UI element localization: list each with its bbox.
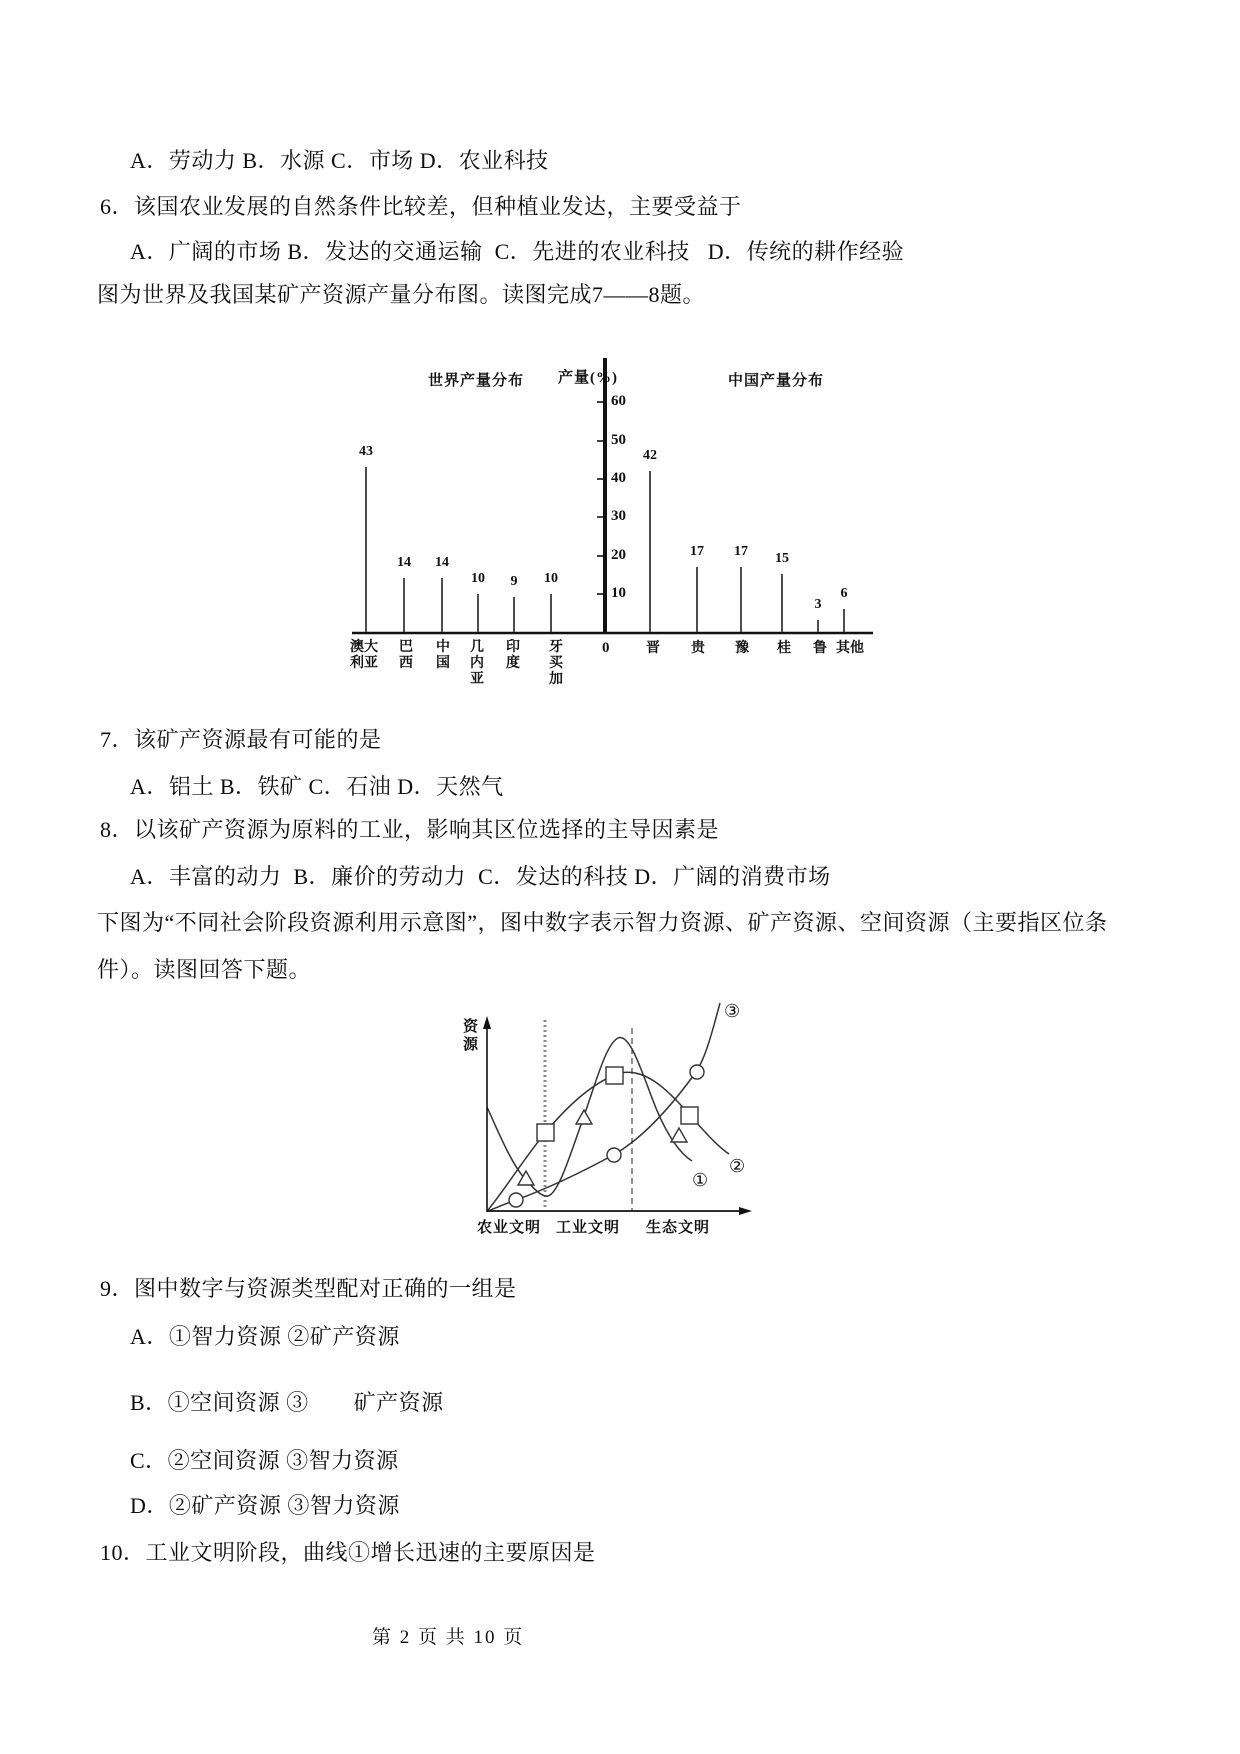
value-label: 14 bbox=[397, 555, 411, 570]
category-gui: 贵 bbox=[691, 641, 705, 656]
category-brazil: 巴西 bbox=[399, 640, 413, 672]
y-tick-50: 50 bbox=[611, 432, 626, 448]
category-guangxi: 桂 bbox=[777, 641, 791, 656]
q9-option-b: B．①空间资源 ③ 矿产资源 bbox=[130, 1390, 444, 1415]
stage-industrial: 工业文明 bbox=[556, 1220, 621, 1236]
curve-label-3: ③ bbox=[724, 1001, 741, 1021]
curve-label-2: ② bbox=[729, 1156, 746, 1176]
chart1-intro: 图为世界及我国某矿产资源产量分布图。读图完成7——8题。 bbox=[97, 282, 706, 307]
circle-marker bbox=[690, 1065, 704, 1079]
chart2-intro-line2: 件）。读图回答下题。 bbox=[97, 957, 312, 982]
value-label: 17 bbox=[734, 544, 748, 559]
value-label: 10 bbox=[471, 571, 485, 586]
category-jamaica: 牙买加 bbox=[549, 640, 563, 688]
value-label: 3 bbox=[814, 597, 822, 612]
square-markers bbox=[537, 1067, 698, 1141]
curve-1-spatial bbox=[487, 1037, 692, 1196]
q5-options-line: A．劳动力 B．水源 C．市场 D．农业科技 bbox=[130, 148, 549, 173]
square-marker bbox=[537, 1124, 554, 1141]
category-other: 其他 bbox=[836, 641, 864, 656]
triangle-marker bbox=[671, 1128, 687, 1142]
triangle-marker bbox=[576, 1110, 592, 1124]
chart2-intro-line1: 下图为“不同社会阶段资源利用示意图”，图中数字表示智力资源、矿产资源、空间资源（主要指区位条 bbox=[97, 910, 1108, 935]
y-axis bbox=[597, 358, 605, 634]
value-label: 42 bbox=[643, 448, 657, 463]
value-label: 14 bbox=[435, 555, 449, 570]
y-tick-60: 60 bbox=[611, 393, 626, 409]
value-label: 10 bbox=[544, 571, 558, 586]
world-bar-stems bbox=[366, 467, 551, 632]
resource-stages-chart-canvas bbox=[450, 995, 780, 1250]
stage-agricultural: 农业文明 bbox=[477, 1220, 542, 1236]
q9-option-c: C．②空间资源 ③智力资源 bbox=[130, 1448, 399, 1473]
value-label: 43 bbox=[359, 444, 373, 459]
chart2-y-axis-label: 资源 bbox=[463, 1019, 479, 1053]
category-guinea: 几内亚 bbox=[470, 640, 484, 688]
page-number-footer: 第 2 页 共 10 页 bbox=[372, 1627, 525, 1648]
value-label: 15 bbox=[775, 551, 789, 566]
category-jin: 晋 bbox=[646, 641, 660, 656]
value-label: 6 bbox=[840, 586, 848, 601]
q6-stem: 6．该国农业发展的自然条件比较差，但种植业发达，主要受益于 bbox=[100, 194, 742, 219]
q7-options-line: A．铝土 B．铁矿 C．石油 D．天然气 bbox=[130, 774, 504, 799]
category-lu: 鲁 bbox=[813, 641, 827, 656]
q7-stem: 7．该矿产资源最有可能的是 bbox=[100, 727, 382, 752]
chart1-left-title: 世界产量分布 bbox=[428, 373, 525, 389]
origin-label: 0 bbox=[602, 640, 610, 656]
square-marker bbox=[681, 1107, 698, 1124]
circle-marker bbox=[509, 1193, 523, 1207]
category-australia: 澳大利亚 bbox=[350, 640, 378, 672]
square-marker bbox=[606, 1067, 623, 1084]
category-yu: 豫 bbox=[735, 641, 749, 656]
category-china: 中国 bbox=[436, 640, 450, 672]
q8-stem: 8．以该矿产资源为原料的工业，影响其区位选择的主导因素是 bbox=[100, 817, 720, 842]
q9-stem: 9．图中数字与资源类型配对正确的一组是 bbox=[100, 1276, 517, 1301]
x-axis bbox=[487, 1207, 752, 1215]
circle-marker bbox=[607, 1148, 621, 1162]
y-tick-20: 20 bbox=[611, 547, 626, 563]
q6-options-line: A．广阔的市场 B．发达的交通运输 C．先进的农业科技 D．传统的耕作经验 bbox=[130, 239, 905, 264]
q8-options-line: A．丰富的动力 B．廉价的劳动力 C．发达的科技 D．广阔的消费市场 bbox=[130, 864, 831, 889]
category-india: 印度 bbox=[506, 640, 520, 672]
curve-label-1: ① bbox=[692, 1170, 709, 1190]
chart1-right-title: 中国产量分布 bbox=[728, 373, 825, 389]
value-label: 17 bbox=[690, 544, 704, 559]
q9-option-d: D．②矿产资源 ③智力资源 bbox=[130, 1493, 400, 1518]
value-label: 9 bbox=[510, 574, 518, 589]
y-tick-10: 10 bbox=[611, 585, 626, 601]
y-tick-30: 30 bbox=[611, 508, 626, 524]
q10-stem: 10．工业文明阶段，曲线①增长迅速的主要原因是 bbox=[100, 1540, 596, 1565]
y-tick-40: 40 bbox=[611, 470, 626, 486]
q9-option-a: A．①智力资源 ②矿产资源 bbox=[130, 1324, 400, 1349]
stage-ecological: 生态文明 bbox=[646, 1220, 711, 1236]
chart1-axis-title: 产量(%) bbox=[558, 370, 618, 386]
